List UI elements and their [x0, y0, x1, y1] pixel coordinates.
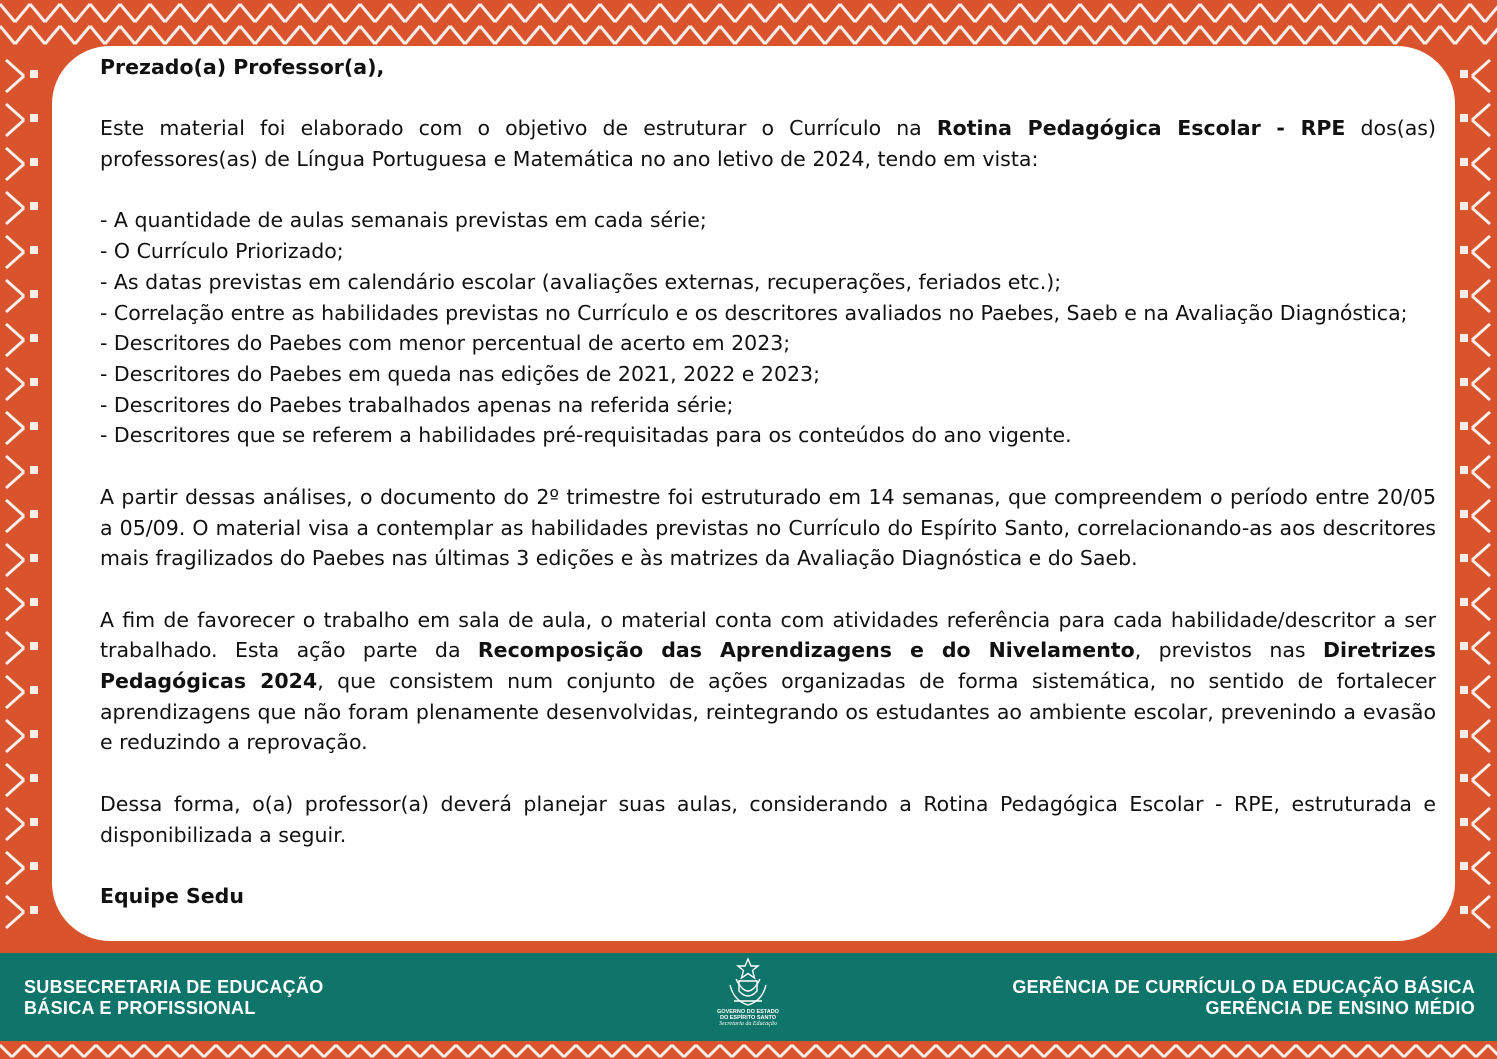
- greeting: Prezado(a) Professor(a),: [100, 55, 385, 79]
- list-item: - O Currículo Priorizado;: [100, 239, 344, 264]
- footer-right: GERÊNCIA DE CURRÍCULO DA EDUCAÇÃO BÁSICA GERÊNCIA DE ENSINO MÉDIO: [1012, 977, 1475, 1018]
- intro-paragraph: Este material foi elaborado com o objetivo de estruturar o Currículo na Rotina Pedagógica Escolar - RPE dos(as) professores(as) de Língua Portuguesa e Matemática no ano letivo de 2024, tendo em vista:: [100, 116, 1436, 172]
- list-item: - Correlação entre as habilidades previstas no Currículo e os descritores avaliados no Paebes, Saeb e na Avaliação Diagnóstica;: [100, 300, 1408, 325]
- analysis-paragraph: A partir dessas análises, o documento do 2º trimestre foi estruturado em 14 semanas, que compreendem o período entre 20/05 a 05/09. O material visa a contemplar as habilidades previstas no Currículo do Espírito Santo, correlacionando-as aos descritores mais fragilizados do Paebes nas últimas 3 edições e às matrizes da Avaliação Diagnóstica e do Saeb.: [100, 484, 1436, 571]
- footer-bar: [0, 953, 1497, 1041]
- letter-body: [100, 52, 1436, 912]
- state-crest-logo: GOVERNO DO ESTADO DO ESPÍRITO SANTO Secretaria da Educação: [705, 957, 791, 1039]
- list-item: - Descritores que se referem a habilidades pré-requisitadas para os conteúdos do ano vigente.: [100, 423, 1072, 448]
- recomposition-paragraph: A fim de favorecer o trabalho em sala de aula, o material conta com atividades referência para cada habilidade/descritor a ser trabalhado. Esta ação parte da Recomposição das Aprendizagens e do Nivelamento, previstos nas Diretrizes Pedagógicas 2024, que consistem num conjunto de ações organizadas de forma sistemática, no sentido de fortalecer aprendizagens que não foram plenamente desenvolvidas, reintegrando os estudantes ao ambiente escolar, prevenindo a evasão e reduzindo a reprovação.: [100, 607, 1436, 755]
- list-item: - Descritores do Paebes em queda nas edições de 2021, 2022 e 2023;: [100, 362, 821, 386]
- crest-icon: [726, 957, 770, 1009]
- list-item: - As datas previstas em calendário escolar (avaliações externas, recuperações, feriados etc.);: [100, 269, 1062, 294]
- footer-left: SUBSECRETARIA DE EDUCAÇÃO BÁSICA E PROFISSIONAL: [24, 977, 324, 1018]
- rpe-bold: Rotina Pedagógica Escolar - RPE: [936, 116, 1346, 141]
- list-item: - Descritores do Paebes trabalhados apenas na referida série;: [100, 392, 734, 417]
- closing-paragraph: Dessa forma, o(a) professor(a) deverá planejar suas aulas, considerando a Rotina Pedagógica Escolar - RPE, estruturada e disponibilizada a seguir.: [100, 791, 1436, 847]
- signature: Equipe Sedu: [100, 883, 244, 908]
- list-item: - A quantidade de aulas semanais previstas em cada série;: [100, 208, 707, 233]
- list-item: - Descritores do Paebes com menor percentual de acerto em 2023;: [100, 331, 791, 356]
